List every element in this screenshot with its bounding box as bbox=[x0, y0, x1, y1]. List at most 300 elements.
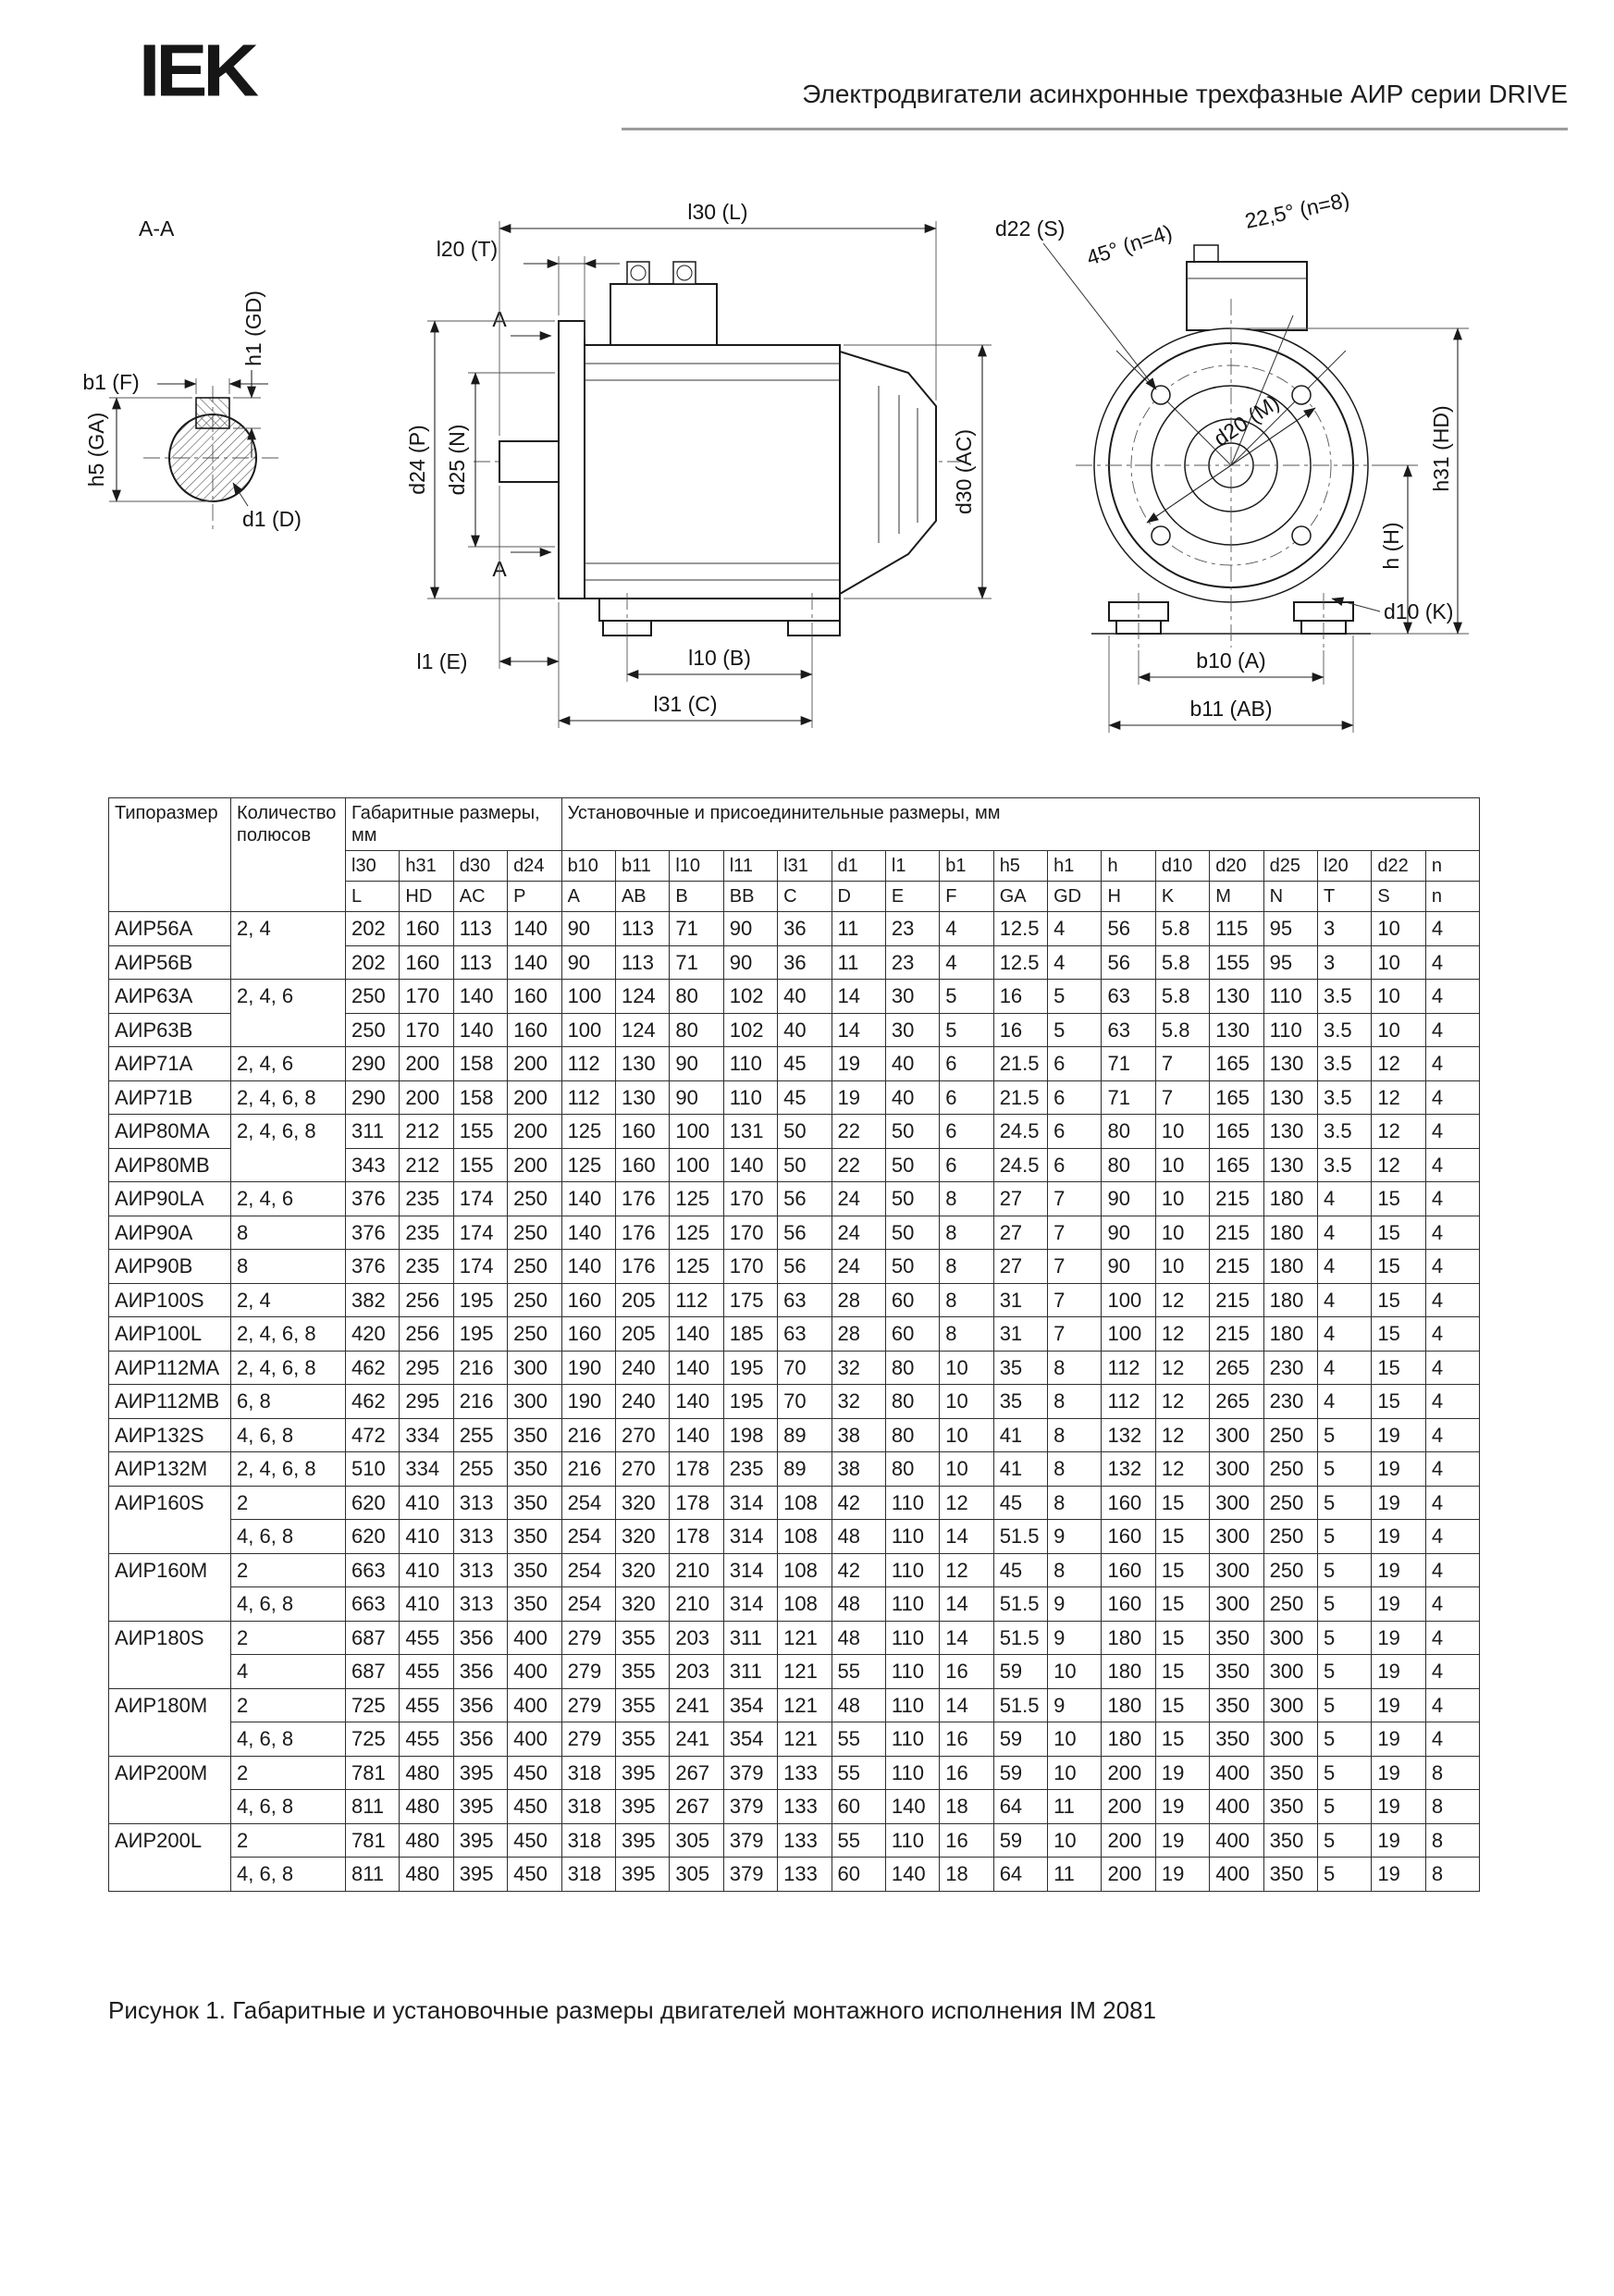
dimension-value-cell: 12.5 bbox=[993, 945, 1047, 980]
dimension-value-cell: 10 bbox=[1372, 945, 1425, 980]
dimension-value-cell: 10 bbox=[1155, 1216, 1209, 1250]
dimension-value-cell: 51.5 bbox=[993, 1587, 1047, 1622]
dimension-value-cell: 15 bbox=[1155, 1520, 1209, 1554]
dimension-value-cell: 314 bbox=[723, 1486, 777, 1520]
table-row bbox=[109, 1823, 1480, 1858]
dimension-value-cell: 113 bbox=[615, 945, 669, 980]
dimension-value-cell: 200 bbox=[508, 1115, 561, 1149]
dimension-value-cell: 130 bbox=[615, 1080, 669, 1115]
dimension-value-cell: 125 bbox=[670, 1216, 723, 1250]
dimension-value-cell: 140 bbox=[453, 1013, 507, 1047]
dimension-value-cell: 300 bbox=[508, 1351, 561, 1385]
dimension-value-cell: 23 bbox=[885, 912, 939, 946]
dim-label-l20: l20 (T) bbox=[436, 237, 499, 261]
dimension-value-cell: 55 bbox=[832, 1823, 885, 1858]
angle-label-225: 22,5° (n=8) bbox=[1242, 187, 1352, 233]
bolt-hole bbox=[1292, 526, 1311, 545]
poles-cell: 2 bbox=[231, 1823, 346, 1858]
poles-cell: 4, 6, 8 bbox=[231, 1858, 346, 1892]
dimension-value-cell: 354 bbox=[723, 1688, 777, 1722]
key-section bbox=[196, 398, 229, 428]
letter-header-M: M bbox=[1210, 882, 1263, 912]
type-size-cell: АИР63А bbox=[109, 980, 231, 1014]
dimension-value-cell: 115 bbox=[1210, 912, 1263, 946]
dimension-value-cell: 30 bbox=[885, 980, 939, 1014]
dimension-value-cell: 56 bbox=[778, 1216, 832, 1250]
dimension-value-cell: 140 bbox=[670, 1317, 723, 1352]
dimension-value-cell: 178 bbox=[670, 1520, 723, 1554]
dimension-value-cell: 10 bbox=[940, 1452, 993, 1487]
dimension-value-cell: 48 bbox=[832, 1688, 885, 1722]
dimension-value-cell: 100 bbox=[1102, 1317, 1155, 1352]
dimension-value-cell: 5 bbox=[1318, 1418, 1372, 1452]
dimension-value-cell: 170 bbox=[400, 1013, 453, 1047]
dimension-value-cell: 59 bbox=[993, 1756, 1047, 1790]
dimension-value-cell: 7 bbox=[1048, 1317, 1102, 1352]
dimension-value-cell: 110 bbox=[723, 1080, 777, 1115]
dimension-value-cell: 6 bbox=[940, 1148, 993, 1182]
type-size-cell: АИР112МА bbox=[109, 1351, 231, 1385]
dimension-value-cell: 256 bbox=[400, 1317, 453, 1352]
poles-cell: 2 bbox=[231, 1621, 346, 1655]
dimension-value-cell: 216 bbox=[561, 1418, 615, 1452]
dimension-value-cell: 90 bbox=[670, 1080, 723, 1115]
dimension-value-cell: 318 bbox=[561, 1756, 615, 1790]
dimension-value-cell: 4 bbox=[1425, 1486, 1480, 1520]
dimension-value-cell: 24 bbox=[832, 1182, 885, 1216]
poles-cell: 2, 4, 6, 8 bbox=[231, 1317, 346, 1352]
dimension-value-cell: 48 bbox=[832, 1520, 885, 1554]
table-row bbox=[109, 1655, 1480, 1689]
dimension-value-cell: 241 bbox=[670, 1688, 723, 1722]
table-row bbox=[109, 912, 1480, 946]
dimension-value-cell: 174 bbox=[453, 1216, 507, 1250]
dimension-value-cell: 28 bbox=[832, 1317, 885, 1352]
dimension-value-cell: 160 bbox=[1102, 1553, 1155, 1587]
bolt-hole bbox=[1292, 386, 1311, 404]
dimension-value-cell: 270 bbox=[615, 1452, 669, 1487]
type-size-cell: АИР80МВ bbox=[109, 1148, 231, 1182]
dimension-value-cell: 318 bbox=[561, 1823, 615, 1858]
dimension-value-cell: 15 bbox=[1372, 1317, 1425, 1352]
poles-cell: 2 bbox=[231, 1756, 346, 1790]
dimension-value-cell: 10 bbox=[1155, 1115, 1209, 1149]
dimension-value-cell: 410 bbox=[400, 1520, 453, 1554]
dimension-value-cell: 350 bbox=[508, 1486, 561, 1520]
dimension-value-cell: 450 bbox=[508, 1823, 561, 1858]
dimension-value-cell: 170 bbox=[723, 1216, 777, 1250]
dimension-value-cell: 5 bbox=[1318, 1621, 1372, 1655]
dimension-value-cell: 195 bbox=[723, 1385, 777, 1419]
dimension-value-cell: 16 bbox=[940, 1655, 993, 1689]
dimension-value-cell: 71 bbox=[1102, 1047, 1155, 1081]
dimension-value-cell: 110 bbox=[1263, 980, 1317, 1014]
dimension-value-cell: 40 bbox=[778, 1013, 832, 1047]
dimension-value-cell: 3 bbox=[1318, 912, 1372, 946]
dimension-value-cell: 395 bbox=[453, 1823, 507, 1858]
dimension-value-cell: 3.5 bbox=[1318, 1013, 1372, 1047]
dimension-value-cell: 255 bbox=[453, 1418, 507, 1452]
dimension-value-cell: 400 bbox=[508, 1655, 561, 1689]
dimension-value-cell: 24.5 bbox=[993, 1115, 1047, 1149]
unit-header-l30: l30 bbox=[346, 851, 400, 882]
dimension-value-cell: 250 bbox=[1263, 1452, 1317, 1487]
table-row bbox=[109, 1385, 1480, 1419]
dimension-value-cell: 400 bbox=[1210, 1790, 1263, 1824]
dimension-value-cell: 254 bbox=[561, 1587, 615, 1622]
unit-header-l20: l20 bbox=[1318, 851, 1372, 882]
dimension-value-cell: 350 bbox=[1210, 1722, 1263, 1757]
dimension-value-cell: 5 bbox=[1318, 1520, 1372, 1554]
dimension-value-cell: 15 bbox=[1155, 1486, 1209, 1520]
dimension-value-cell: 400 bbox=[508, 1688, 561, 1722]
dimension-value-cell: 110 bbox=[885, 1621, 939, 1655]
dimension-value-cell: 250 bbox=[508, 1216, 561, 1250]
dimension-value-cell: 663 bbox=[346, 1587, 400, 1622]
dimension-value-cell: 6 bbox=[1048, 1047, 1102, 1081]
dimension-value-cell: 355 bbox=[615, 1655, 669, 1689]
letter-header-L: L bbox=[346, 882, 400, 912]
dimension-value-cell: 5 bbox=[1318, 1486, 1372, 1520]
dimension-value-cell: 31 bbox=[993, 1317, 1047, 1352]
table-row bbox=[109, 1418, 1480, 1452]
dimension-value-cell: 250 bbox=[1263, 1418, 1317, 1452]
table-row bbox=[109, 1553, 1480, 1587]
dimension-value-cell: 5.8 bbox=[1155, 945, 1209, 980]
dimension-value-cell: 10 bbox=[1048, 1722, 1102, 1757]
dimension-value-cell: 781 bbox=[346, 1756, 400, 1790]
table-row bbox=[109, 1216, 1480, 1250]
type-size-cell: АИР56В bbox=[109, 945, 231, 980]
dimension-value-cell: 295 bbox=[400, 1385, 453, 1419]
table-row bbox=[109, 1317, 1480, 1352]
dimension-value-cell: 320 bbox=[615, 1486, 669, 1520]
type-size-cell: АИР71В bbox=[109, 1080, 231, 1115]
dimension-value-cell: 14 bbox=[832, 1013, 885, 1047]
dimension-value-cell: 19 bbox=[1155, 1756, 1209, 1790]
motor-body bbox=[585, 345, 840, 599]
dimension-value-cell: 140 bbox=[670, 1385, 723, 1419]
dimension-value-cell: 395 bbox=[453, 1790, 507, 1824]
dimension-value-cell: 200 bbox=[508, 1047, 561, 1081]
dimension-value-cell: 36 bbox=[778, 945, 832, 980]
dimension-value-cell: 4 bbox=[1425, 1250, 1480, 1284]
dim-label-l10: l10 (B) bbox=[688, 646, 751, 670]
dimension-value-cell: 10 bbox=[940, 1351, 993, 1385]
dimension-value-cell: 124 bbox=[615, 1013, 669, 1047]
dimension-value-cell: 6 bbox=[940, 1080, 993, 1115]
dimension-value-cell: 811 bbox=[346, 1858, 400, 1892]
type-size-cell: АИР160S bbox=[109, 1486, 231, 1553]
dimension-value-cell: 16 bbox=[940, 1722, 993, 1757]
dimension-value-cell: 7 bbox=[1048, 1216, 1102, 1250]
dimension-value-cell: 320 bbox=[615, 1520, 669, 1554]
dimension-value-cell: 3.5 bbox=[1318, 1115, 1372, 1149]
dimension-value-cell: 14 bbox=[940, 1688, 993, 1722]
dimension-value-cell: 455 bbox=[400, 1655, 453, 1689]
dimension-value-cell: 379 bbox=[723, 1790, 777, 1824]
dimension-value-cell: 160 bbox=[561, 1317, 615, 1352]
dimension-value-cell: 250 bbox=[1263, 1587, 1317, 1622]
dimension-value-cell: 32 bbox=[832, 1385, 885, 1419]
page-title: Электродвигатели асинхронные трехфазные АИР серии DRIVE bbox=[802, 80, 1568, 108]
dimension-value-cell: 350 bbox=[1263, 1858, 1317, 1892]
dim-label-d24: d24 (P) bbox=[405, 425, 429, 495]
dim-label-l31: l31 (C) bbox=[653, 692, 718, 716]
dimension-value-cell: 4 bbox=[1425, 1013, 1480, 1047]
dimension-value-cell: 5.8 bbox=[1155, 912, 1209, 946]
dimension-value-cell: 140 bbox=[561, 1182, 615, 1216]
dimension-value-cell: 11 bbox=[1048, 1858, 1102, 1892]
dimension-value-cell: 4 bbox=[1425, 1047, 1480, 1081]
dimension-value-cell: 305 bbox=[670, 1823, 723, 1858]
dimension-value-cell: 15 bbox=[1372, 1283, 1425, 1317]
dimension-value-cell: 19 bbox=[1372, 1520, 1425, 1554]
table-row bbox=[109, 1283, 1480, 1317]
dimension-value-cell: 205 bbox=[615, 1317, 669, 1352]
dimension-value-cell: 5 bbox=[940, 980, 993, 1014]
dimension-value-cell: 313 bbox=[453, 1587, 507, 1622]
dimension-value-cell: 50 bbox=[778, 1115, 832, 1149]
dimension-value-cell: 215 bbox=[1210, 1182, 1263, 1216]
dimension-value-cell: 250 bbox=[346, 980, 400, 1014]
dimension-value-cell: 12 bbox=[1372, 1148, 1425, 1182]
dimension-value-cell: 24 bbox=[832, 1250, 885, 1284]
dimension-value-cell: 3.5 bbox=[1318, 1080, 1372, 1115]
poles-cell: 2, 4, 6 bbox=[231, 1047, 346, 1081]
dimension-value-cell: 200 bbox=[1102, 1756, 1155, 1790]
dimension-value-cell: 212 bbox=[400, 1148, 453, 1182]
dimension-value-cell: 113 bbox=[453, 945, 507, 980]
dimension-value-cell: 11 bbox=[1048, 1790, 1102, 1824]
poles-cell: 4, 6, 8 bbox=[231, 1418, 346, 1452]
dimension-value-cell: 203 bbox=[670, 1621, 723, 1655]
dimension-value-cell: 300 bbox=[508, 1385, 561, 1419]
dimension-value-cell: 4 bbox=[1425, 1080, 1480, 1115]
dimension-value-cell: 235 bbox=[723, 1452, 777, 1487]
dimension-value-cell: 165 bbox=[1210, 1115, 1263, 1149]
dimension-value-cell: 10 bbox=[1155, 1182, 1209, 1216]
dimension-value-cell: 48 bbox=[832, 1587, 885, 1622]
dimension-value-cell: 15 bbox=[1372, 1351, 1425, 1385]
unit-header-h: h bbox=[1102, 851, 1155, 882]
dimension-value-cell: 4 bbox=[1318, 1250, 1372, 1284]
dimension-value-cell: 180 bbox=[1102, 1655, 1155, 1689]
type-size-cell: АИР90LA bbox=[109, 1182, 231, 1216]
table-row bbox=[109, 1115, 1480, 1149]
dimension-value-cell: 3.5 bbox=[1318, 980, 1372, 1014]
poles-cell: 2, 4, 6, 8 bbox=[231, 1115, 346, 1182]
dimension-value-cell: 16 bbox=[993, 980, 1047, 1014]
dimension-value-cell: 100 bbox=[1102, 1283, 1155, 1317]
dimension-value-cell: 176 bbox=[615, 1182, 669, 1216]
fan-cover bbox=[840, 352, 936, 594]
dimension-value-cell: 50 bbox=[778, 1148, 832, 1182]
table-row bbox=[109, 1250, 1480, 1284]
dimension-value-cell: 130 bbox=[1263, 1115, 1317, 1149]
dimension-value-cell: 19 bbox=[1372, 1587, 1425, 1622]
dimension-value-cell: 200 bbox=[1102, 1823, 1155, 1858]
poles-cell: 6, 8 bbox=[231, 1385, 346, 1419]
dimension-value-cell: 158 bbox=[453, 1047, 507, 1081]
dimension-value-cell: 112 bbox=[670, 1283, 723, 1317]
dimension-value-cell: 10 bbox=[940, 1418, 993, 1452]
dimension-value-cell: 35 bbox=[993, 1351, 1047, 1385]
dimension-value-cell: 31 bbox=[993, 1283, 1047, 1317]
dimension-value-cell: 170 bbox=[723, 1182, 777, 1216]
dimension-value-cell: 140 bbox=[885, 1790, 939, 1824]
dimension-value-cell: 350 bbox=[1263, 1823, 1317, 1858]
dimension-value-cell: 6 bbox=[940, 1115, 993, 1149]
dimension-value-cell: 6 bbox=[1048, 1148, 1102, 1182]
technical-drawings bbox=[0, 180, 1614, 782]
dimension-value-cell: 160 bbox=[1102, 1486, 1155, 1520]
dimensions-table bbox=[108, 797, 1480, 1892]
dimension-value-cell: 51.5 bbox=[993, 1520, 1047, 1554]
dimension-value-cell: 15 bbox=[1372, 1250, 1425, 1284]
unit-header-b10: b10 bbox=[561, 851, 615, 882]
dimension-value-cell: 4 bbox=[1425, 1621, 1480, 1655]
dimension-value-cell: 4 bbox=[1425, 1182, 1480, 1216]
type-size-cell: АИР200L bbox=[109, 1823, 231, 1891]
dimension-value-cell: 279 bbox=[561, 1655, 615, 1689]
dimension-value-cell: 12 bbox=[940, 1553, 993, 1587]
letter-header-n: n bbox=[1425, 882, 1480, 912]
dimension-value-cell: 200 bbox=[400, 1080, 453, 1115]
dimension-value-cell: 311 bbox=[723, 1621, 777, 1655]
terminal-box-front bbox=[1187, 262, 1307, 330]
dimension-value-cell: 124 bbox=[615, 980, 669, 1014]
table-row bbox=[109, 1858, 1480, 1892]
header-ustanov: Установочные и присоединительные размеры, мм bbox=[561, 798, 1480, 851]
dimension-value-cell: 180 bbox=[1102, 1722, 1155, 1757]
table-row bbox=[109, 1520, 1480, 1554]
dimension-value-cell: 355 bbox=[615, 1688, 669, 1722]
dimension-value-cell: 255 bbox=[453, 1452, 507, 1487]
dimension-value-cell: 240 bbox=[615, 1385, 669, 1419]
table-row bbox=[109, 1688, 1480, 1722]
dimension-value-cell: 130 bbox=[1263, 1148, 1317, 1182]
poles-cell: 4, 6, 8 bbox=[231, 1722, 346, 1757]
letter-header-D: D bbox=[832, 882, 885, 912]
dimension-value-cell: 28 bbox=[832, 1283, 885, 1317]
dimension-value-cell: 24 bbox=[832, 1216, 885, 1250]
dimension-value-cell: 95 bbox=[1263, 945, 1317, 980]
dimension-value-cell: 180 bbox=[1263, 1317, 1317, 1352]
dimension-value-cell: 300 bbox=[1263, 1722, 1317, 1757]
section-arrow-label-top: A bbox=[492, 307, 507, 331]
dimension-value-cell: 5 bbox=[1318, 1790, 1372, 1824]
dimension-value-cell: 160 bbox=[561, 1283, 615, 1317]
dimension-value-cell: 100 bbox=[670, 1115, 723, 1149]
dimension-value-cell: 12 bbox=[1155, 1283, 1209, 1317]
base bbox=[599, 599, 840, 621]
type-size-cell: АИР112МВ bbox=[109, 1385, 231, 1419]
dimension-value-cell: 180 bbox=[1263, 1250, 1317, 1284]
dimension-value-cell: 108 bbox=[778, 1486, 832, 1520]
dimension-value-cell: 300 bbox=[1263, 1621, 1317, 1655]
dimension-value-cell: 9 bbox=[1048, 1621, 1102, 1655]
dimension-value-cell: 250 bbox=[508, 1182, 561, 1216]
dimension-value-cell: 110 bbox=[885, 1688, 939, 1722]
dimension-value-cell: 60 bbox=[885, 1283, 939, 1317]
dimension-value-cell: 36 bbox=[778, 912, 832, 946]
dimension-value-cell: 400 bbox=[1210, 1858, 1263, 1892]
letter-header-GA: GA bbox=[993, 882, 1047, 912]
dimension-value-cell: 350 bbox=[508, 1553, 561, 1587]
dimension-value-cell: 5 bbox=[1318, 1688, 1372, 1722]
dimension-value-cell: 8 bbox=[940, 1182, 993, 1216]
dimension-value-cell: 165 bbox=[1210, 1080, 1263, 1115]
dimension-value-cell: 279 bbox=[561, 1722, 615, 1757]
letter-header-AB: AB bbox=[615, 882, 669, 912]
dimension-value-cell: 8 bbox=[1425, 1823, 1480, 1858]
dimension-value-cell: 4 bbox=[1318, 1283, 1372, 1317]
dimension-value-cell: 10 bbox=[1155, 1250, 1209, 1284]
dimension-value-cell: 687 bbox=[346, 1621, 400, 1655]
dimension-value-cell: 19 bbox=[1372, 1553, 1425, 1587]
dimension-value-cell: 160 bbox=[400, 912, 453, 946]
dimension-value-cell: 4 bbox=[940, 945, 993, 980]
dimension-value-cell: 140 bbox=[561, 1250, 615, 1284]
dimension-value-cell: 343 bbox=[346, 1148, 400, 1182]
dimension-value-cell: 314 bbox=[723, 1587, 777, 1622]
dimension-value-cell: 38 bbox=[832, 1452, 885, 1487]
type-size-cell: АИР180S bbox=[109, 1621, 231, 1688]
dimension-value-cell: 200 bbox=[1102, 1790, 1155, 1824]
dimension-value-cell: 3.5 bbox=[1318, 1047, 1372, 1081]
dimension-value-cell: 450 bbox=[508, 1790, 561, 1824]
dimension-value-cell: 140 bbox=[508, 912, 561, 946]
dim-label-d25: d25 (N) bbox=[445, 424, 469, 496]
dimension-value-cell: 216 bbox=[561, 1452, 615, 1487]
dimension-value-cell: 318 bbox=[561, 1858, 615, 1892]
dimension-value-cell: 235 bbox=[400, 1182, 453, 1216]
dimension-value-cell: 620 bbox=[346, 1520, 400, 1554]
poles-cell: 4, 6, 8 bbox=[231, 1587, 346, 1622]
dimension-value-cell: 100 bbox=[670, 1148, 723, 1182]
dimension-value-cell: 180 bbox=[1263, 1182, 1317, 1216]
dimension-value-cell: 410 bbox=[400, 1553, 453, 1587]
type-size-cell: АИР90В bbox=[109, 1250, 231, 1284]
dimension-value-cell: 4 bbox=[1425, 980, 1480, 1014]
table-row bbox=[109, 1756, 1480, 1790]
dimension-value-cell: 110 bbox=[1263, 1013, 1317, 1047]
dimension-value-cell: 102 bbox=[723, 980, 777, 1014]
unit-header-b1: b1 bbox=[940, 851, 993, 882]
type-size-cell: АИР71А bbox=[109, 1047, 231, 1081]
dimension-value-cell: 175 bbox=[723, 1283, 777, 1317]
dimension-value-cell: 140 bbox=[561, 1216, 615, 1250]
table-row bbox=[109, 1486, 1480, 1520]
dimension-value-cell: 4 bbox=[1425, 1688, 1480, 1722]
dimension-value-cell: 95 bbox=[1263, 912, 1317, 946]
dimension-value-cell: 410 bbox=[400, 1587, 453, 1622]
dimension-value-cell: 60 bbox=[832, 1790, 885, 1824]
dimension-value-cell: 50 bbox=[885, 1115, 939, 1149]
poles-cell: 2, 4 bbox=[231, 912, 346, 980]
dimension-value-cell: 10 bbox=[1048, 1823, 1102, 1858]
poles-cell: 2 bbox=[231, 1486, 346, 1520]
dimension-value-cell: 113 bbox=[453, 912, 507, 946]
dimension-value-cell: 41 bbox=[993, 1418, 1047, 1452]
dimension-value-cell: 89 bbox=[778, 1452, 832, 1487]
dimension-value-cell: 132 bbox=[1102, 1452, 1155, 1487]
dimension-value-cell: 250 bbox=[508, 1250, 561, 1284]
dim-label-l1: l1 (E) bbox=[416, 649, 468, 673]
dimension-value-cell: 80 bbox=[885, 1385, 939, 1419]
header-poles: Количество полюсов bbox=[231, 798, 346, 912]
